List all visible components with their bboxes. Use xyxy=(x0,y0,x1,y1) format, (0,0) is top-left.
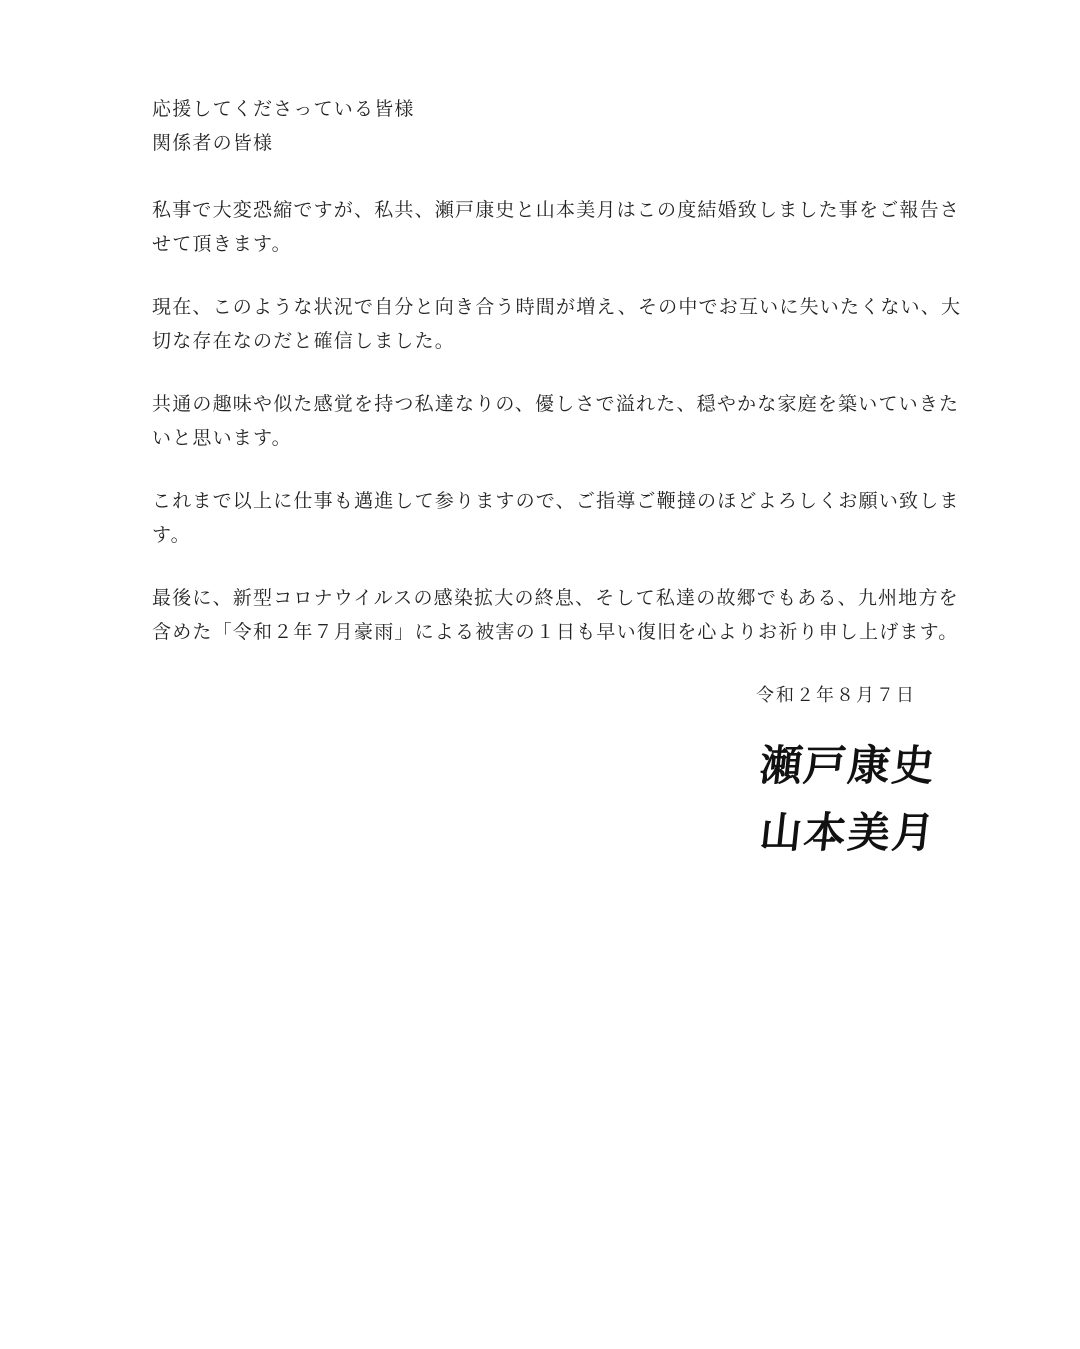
paragraph-line: 最後に、新型コロナウイルスの感染拡大の終息、そして私達の故郷でもある、九州地方を xyxy=(152,587,959,609)
paragraph-family xyxy=(152,387,960,455)
paragraph-reason xyxy=(152,290,962,358)
paragraph-announcement xyxy=(152,193,961,261)
paragraph-line: 現在、このような状況で自分と向き合う時間が増え、その中でお互いに失いたくない、大 xyxy=(152,296,962,318)
paragraph-line: 共通の趣味や似た感覚を持つ私達なりの、優しさで溢れた、穏やかな家庭を築いていきた xyxy=(152,393,960,415)
paragraph-closing xyxy=(152,581,959,649)
signature-yamamoto: 山本美月 xyxy=(757,808,939,857)
paragraph-line: いと思います。 xyxy=(152,427,292,449)
salutation-line: 応援してくださっている皆様 xyxy=(152,98,415,120)
letter-date: 令和２年８月７日 xyxy=(756,685,916,706)
paragraph-line: 含めた「令和２年７月豪雨」による被害の１日も早い復旧を心よりお祈り申し上げます。 xyxy=(152,621,959,643)
paragraph-line: 切な存在なのだと確信しました。 xyxy=(152,330,456,352)
paragraph-work xyxy=(152,484,960,552)
paragraph-line: せて頂きます。 xyxy=(152,233,292,255)
paragraph-line: これまで以上に仕事も邁進して参りますので、ご指導ご鞭撻のほどよろしくお願い致しま xyxy=(152,490,960,512)
salutation xyxy=(152,92,927,160)
salutation-line: 関係者の皆様 xyxy=(152,132,274,154)
paragraph-line: 私事で大変恐縮ですが、私共、瀬戸康史と山本美月はこの度結婚致しました事をご報告さ xyxy=(152,199,961,221)
signature-seto: 瀬戸康史 xyxy=(757,741,939,790)
paragraph-line: す。 xyxy=(152,524,191,546)
